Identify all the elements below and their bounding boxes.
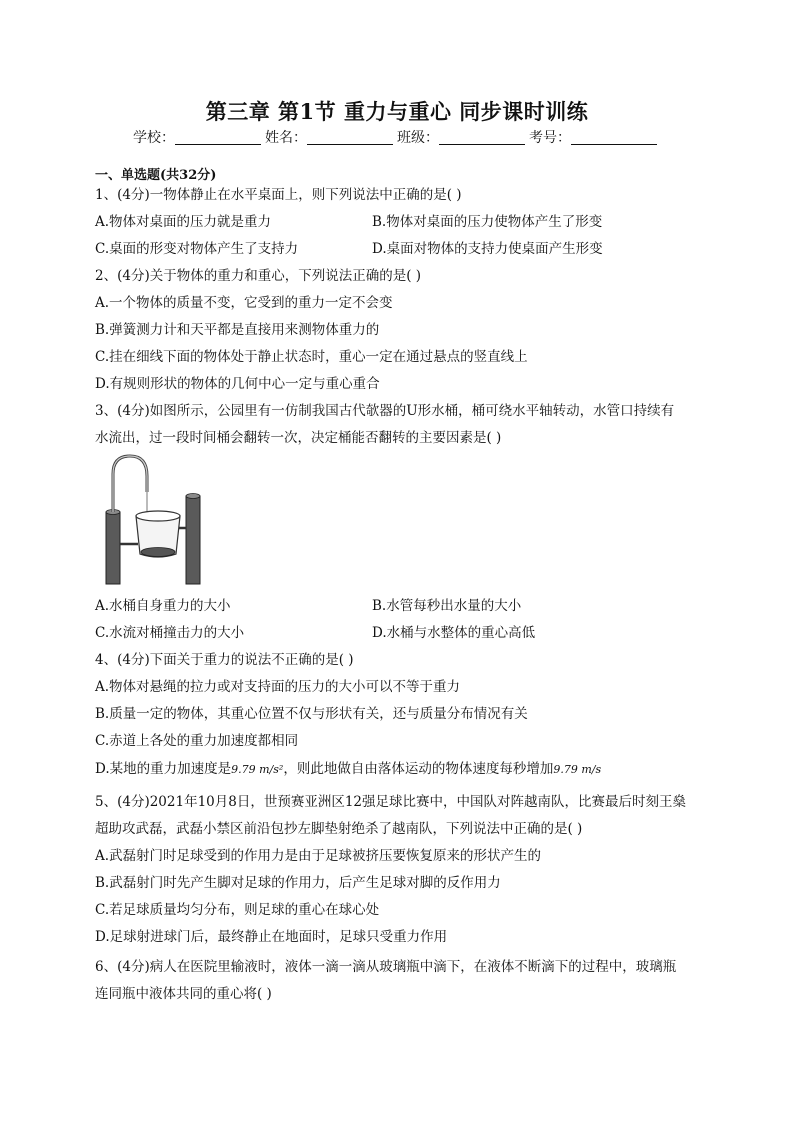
school-blank[interactable]: [175, 130, 261, 145]
q3-option-a: A.水桶自身重力的大小: [95, 598, 231, 614]
student-info-line: [0, 127, 794, 147]
q2-option-a: A.一个物体的质量不变，它受到的重力一定不会变: [95, 295, 393, 311]
q3-stem-line1: 3、(4分)如图所示，公园里有一仿制我国古代欹器的U形水桶，桶可绕水平轴转动，水管口持续有: [95, 403, 675, 419]
class-blank[interactable]: [439, 130, 525, 145]
q6-stem-line1: 6、(4分)病人在医院里输液时，液体一滴一滴从玻璃瓶中滴下，在液体不断滴下的过程中，玻璃瓶: [95, 959, 677, 975]
q4-stem: 4、(4分)下面关于重力的说法不正确的是( ): [95, 652, 354, 668]
number-label: 考号：: [529, 130, 571, 146]
name-label: 姓名：: [265, 130, 307, 146]
class-label: 班级：: [397, 130, 439, 146]
school-label: 学校：: [133, 130, 175, 146]
q4-option-a: A.物体对悬绳的拉力或对支持面的压力的大小可以不等于重力: [95, 679, 461, 695]
q5-stem-line2: 超助攻武磊，武磊小禁区前沿包抄左脚垫射绝杀了越南队，下列说法中正确的是( ): [95, 821, 583, 837]
q4-option-b: B.质量一定的物体，其重心位置不仅与形状有关，还与质量分布情况有关: [95, 706, 528, 722]
q2-option-d: D.有规则形状的物体的几何中心一定与重心重合: [95, 376, 380, 392]
name-blank[interactable]: [307, 130, 393, 145]
q2-option-c: C.挂在细线下面的物体处于静止状态时，重心一定在通过悬点的竖直线上: [95, 349, 528, 365]
number-blank[interactable]: [571, 130, 657, 145]
q3-stem-line2: 水流出，过一段时间桶会翻转一次，决定桶能否翻转的主要因素是( ): [95, 430, 502, 446]
q1-option-a: A.物体对桌面的压力就是重力: [95, 214, 272, 230]
q4-option-c: C.赤道上各处的重力加速度都相同: [95, 733, 299, 749]
q5-option-a: A.武磊射门时足球受到的作用力是由于足球被挤压要恢复原来的形状产生的: [95, 848, 542, 864]
q3-option-d: D.水桶与水整体的重心高低: [372, 625, 536, 641]
q5-stem-line1: 5、(4分)2021年10月8日，世预赛亚洲区12强足球比赛中，中国队对阵越南队，比赛最后时刻王燊: [95, 794, 687, 810]
q2-stem: 2、(4分)关于物体的重力和重心，下列说法正确的是( ): [95, 268, 422, 284]
q2-option-b: B.弹簧测力计和天平都是直接用来测物体重力的: [95, 322, 380, 338]
q4-speed-value: 9.79 m/s: [553, 763, 602, 776]
q1-option-c: C.桌面的形变对物体产生了支持力: [95, 241, 299, 257]
q3-option-c: C.水流对桶撞击力的大小: [95, 625, 245, 641]
section-title: 一、单选题(共32分): [95, 168, 217, 183]
q1-stem: 1、(4分)一物体静止在水平桌面上，则下列说法中正确的是( ): [95, 187, 462, 203]
q1-option-b: B.物体对桌面的压力使物体产生了形变: [372, 214, 603, 230]
page-title: 第三章 第1节 重力与重心 同步课时训练: [205, 99, 589, 124]
q4-option-d: [95, 760, 601, 779]
q5-option-b: B.武磊射门时先产生脚对足球的作用力，后产生足球对脚的反作用力: [95, 875, 501, 891]
u-bucket-figure: [100, 454, 210, 586]
q4-option-d-middle: ，则此地做自由落体运动的物体速度每秒增加: [283, 761, 554, 777]
q6-stem-line2: 连同瓶中液体共同的重心将( ): [95, 986, 272, 1002]
q1-option-d: D.桌面对物体的支持力使桌面产生形变: [372, 241, 603, 257]
q5-option-c: C.若足球质量均匀分布，则足球的重心在球心处: [95, 902, 380, 918]
q4-accel-value: 9.79 m/s²: [231, 763, 284, 776]
q3-option-b: B.水管每秒出水量的大小: [372, 598, 522, 614]
q4-option-d-prefix: D.某地的重力加速度是: [95, 761, 232, 777]
q5-option-d: D.足球射进球门后，最终静止在地面时，足球只受重力作用: [95, 929, 448, 945]
